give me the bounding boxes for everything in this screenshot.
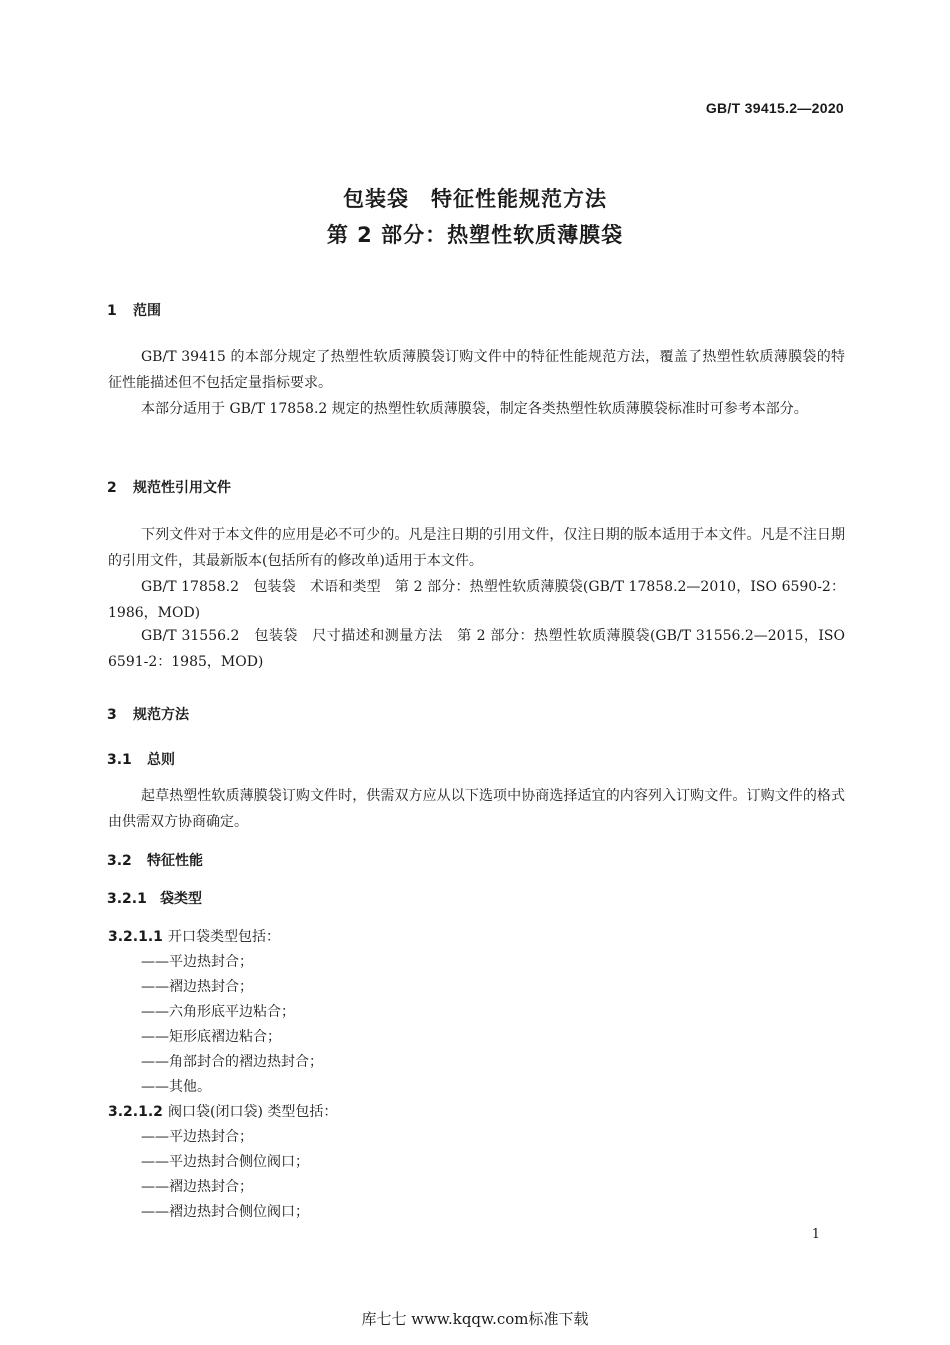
document-title-line2: 第 2 部分：热塑性软质薄膜袋 bbox=[326, 223, 624, 247]
section-title: 范围 bbox=[133, 303, 161, 319]
list-item: ——褶边热封合； bbox=[141, 1179, 253, 1195]
clause-3-2-1-2 bbox=[108, 1101, 337, 1121]
footer-watermark: 库七七 www.kqqw.com标准下载 bbox=[361, 1310, 589, 1328]
section-3-1-paragraph: 起草热塑性软质薄膜袋订购文件时，供需双方应从以下选项中协商选择适宜的内容列入订购文件。订购文件的格式由供需双方协商确定。 bbox=[108, 788, 845, 830]
section-number: 3.2 bbox=[107, 853, 132, 869]
section-1-paragraph-1: GB/T 39415 的本部分规定了热塑性软质薄膜袋订购文件中的特征性能规范方法，覆盖了热塑性软质薄膜袋的特征性能描述但不包括定量指标要求。 bbox=[108, 349, 845, 391]
list-item: ——六角形底平边粘合； bbox=[141, 1004, 295, 1020]
section-3-heading bbox=[107, 704, 189, 724]
clause-text: 阀口袋(闭口袋) 类型包括： bbox=[168, 1104, 338, 1120]
list-item: ——褶边热封合侧位阀口； bbox=[141, 1204, 309, 1220]
clause-text: 开口袋类型包括： bbox=[168, 929, 280, 945]
clause-number: 3.2.1.1 bbox=[108, 929, 163, 945]
section-2-paragraph-1: 下列文件对于本文件的应用是必不可少的。凡是注日期的引用文件，仅注日期的版本适用于本文件。凡是不注日期的引用文件，其最新版本(包括所有的修改单)适用于本文件。 bbox=[108, 527, 845, 569]
list-item: ——平边热封合； bbox=[141, 954, 253, 970]
section-number: 3 bbox=[107, 707, 117, 723]
section-number: 2 bbox=[107, 480, 117, 496]
list-item: ——角部封合的褶边热封合； bbox=[141, 1054, 323, 1070]
clause-3-2-1-1 bbox=[108, 926, 280, 946]
standard-code: GB/T 39415.2—2020 bbox=[705, 100, 844, 116]
list-item: ——平边热封合侧位阀口； bbox=[141, 1154, 309, 1170]
document-title-line1: 包装袋 特征性能规范方法 bbox=[343, 187, 607, 211]
section-title: 袋类型 bbox=[160, 891, 202, 907]
section-1-heading bbox=[107, 300, 161, 320]
list-item: ——矩形底褶边粘合； bbox=[141, 1029, 281, 1045]
section-title: 规范方法 bbox=[133, 707, 189, 723]
section-2-heading bbox=[107, 477, 231, 497]
section-3-2-1-heading bbox=[107, 888, 202, 908]
section-number: 3.1 bbox=[107, 752, 132, 768]
section-2-reference-2: GB/T 31556.2 包装袋 尺寸描述和测量方法 第 2 部分：热塑性软质薄膜袋(GB/T 31556.2—2015，ISO 6591-2：1985，MOD) bbox=[108, 628, 845, 670]
clause-number: 3.2.1.2 bbox=[108, 1104, 163, 1120]
section-title: 特征性能 bbox=[147, 853, 203, 869]
section-3-1-heading bbox=[107, 749, 175, 769]
list-item: ——其他。 bbox=[141, 1079, 211, 1095]
section-1-paragraph-2: 本部分适用于 GB/T 17858.2 规定的热塑性软质薄膜袋，制定各类热塑性软质薄膜袋标准时可参考本部分。 bbox=[141, 401, 808, 417]
section-2-reference-1: GB/T 17858.2 包装袋 术语和类型 第 2 部分：热塑性软质薄膜袋(GB/T 17858.2—2010，ISO 6590-2：1986，MOD) bbox=[108, 579, 845, 621]
list-item: ——褶边热封合； bbox=[141, 979, 253, 995]
section-3-2-heading bbox=[107, 850, 203, 870]
list-item: ——平边热封合； bbox=[141, 1129, 253, 1145]
section-number: 3.2.1 bbox=[107, 891, 147, 907]
section-title: 总则 bbox=[147, 752, 175, 768]
page-number: 1 bbox=[811, 1227, 820, 1242]
section-title: 规范性引用文件 bbox=[133, 480, 231, 496]
section-number: 1 bbox=[107, 303, 117, 319]
